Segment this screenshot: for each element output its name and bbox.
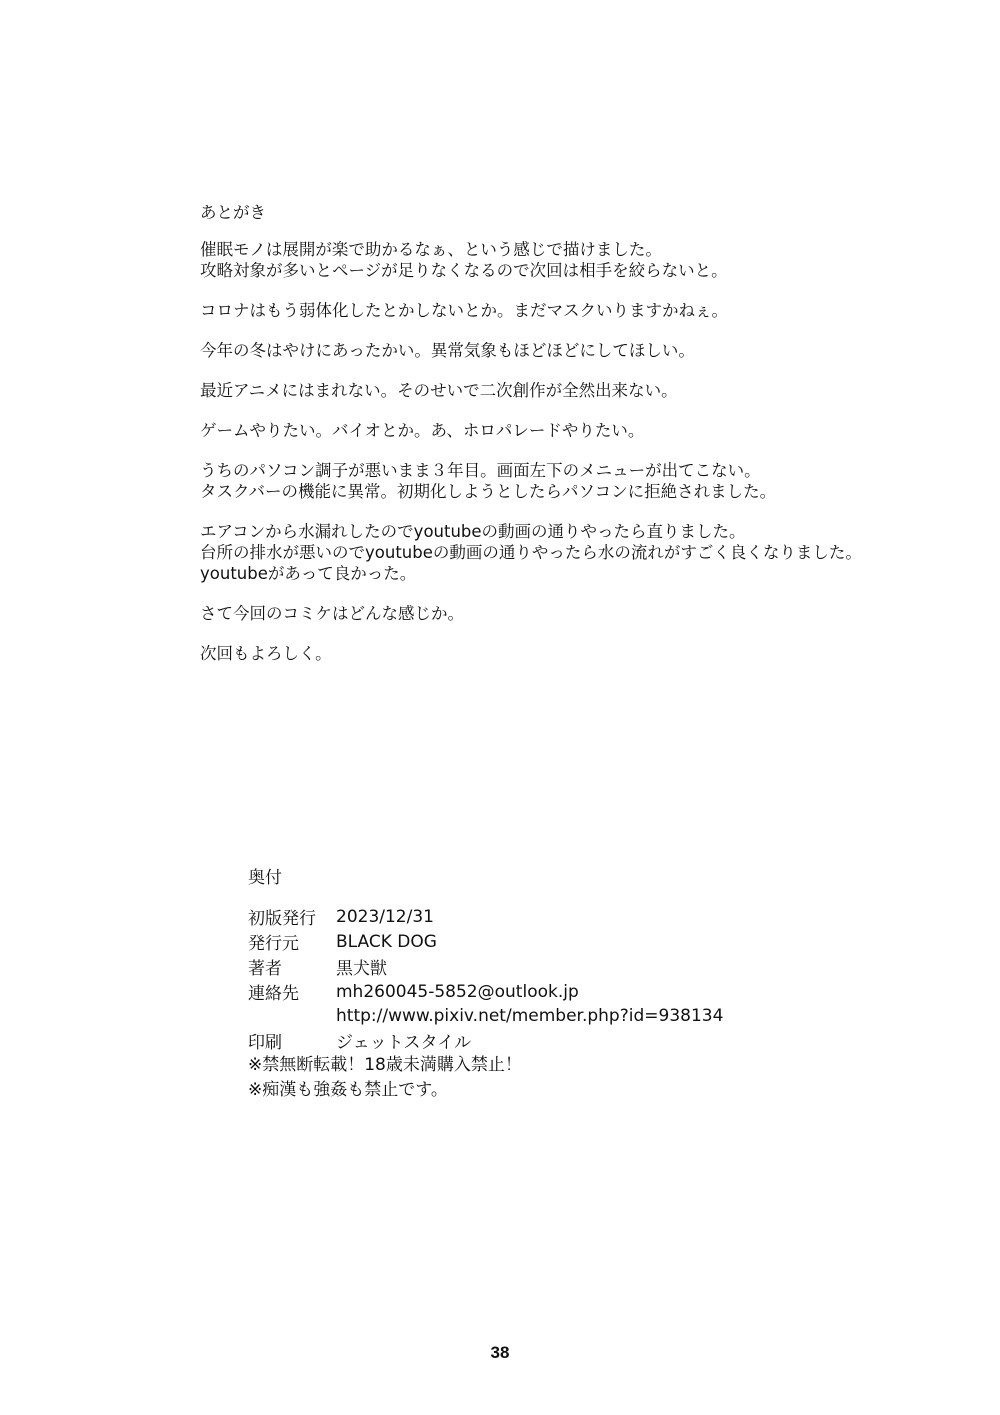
colophon-row — [248, 1004, 723, 1028]
colophon-label: 発行元 — [248, 934, 299, 954]
colophon-notes — [248, 1053, 848, 1102]
afterword-line: タスクバーの機能に異常。初期化しようとしたらパソコンに拒絶されました。 — [200, 482, 777, 501]
afterword-line: youtubeがあって良かった。 — [200, 564, 417, 583]
colophon-value: 黒犬獣 — [336, 959, 387, 979]
colophon-value: ジェットスタイル — [336, 1033, 472, 1054]
afterword-line: エアコンから水漏れしたのでyoutubeの動画の通りやったら直りました。 — [200, 522, 746, 541]
afterword-line: 次回もよろしく。 — [200, 644, 332, 663]
afterword-heading: あとがき — [200, 203, 266, 222]
afterword-line: さて今回のコミケはどんな感じか。 — [200, 604, 464, 623]
afterword-paragraph — [200, 340, 960, 361]
afterword-paragraph — [200, 603, 960, 624]
colophon-row — [248, 954, 723, 979]
colophon-note: ※禁無断転載！18歳未満購入禁止！ — [248, 1055, 522, 1076]
afterword-paragraph — [200, 300, 960, 321]
colophon-title: 奥付 — [248, 868, 282, 888]
colophon-note: ※痴漢も強姦も禁止です。 — [248, 1079, 448, 1100]
afterword-paragraph — [200, 643, 960, 664]
afterword-line: コロナはもう弱体化したとかしないとか。まだマスクいりますかねぇ。 — [200, 301, 728, 320]
afterword-section — [200, 202, 960, 683]
colophon-label: 印刷 — [248, 1033, 282, 1054]
colophon-label — [248, 1004, 336, 1028]
afterword-paragraph — [200, 521, 960, 584]
afterword-body — [200, 239, 960, 664]
colophon-value: http://www.pixiv.net/member.php?id=938134 — [336, 1006, 724, 1027]
colophon-row — [248, 904, 723, 929]
colophon-row — [248, 979, 723, 1004]
colophon-value: 2023/12/31 — [336, 906, 434, 927]
colophon-section — [248, 866, 848, 1102]
colophon-value: mh260045-5852@outlook.jp — [336, 981, 579, 1002]
afterword-line: 攻略対象が多いとページが足りなくなるので次回は相手を絞らないと。 — [200, 261, 728, 280]
colophon-value: BLACK DOG — [336, 931, 437, 952]
afterword-paragraph — [200, 460, 960, 502]
afterword-line: 最近アニメにはまれない。そのせいで二次創作が全然出来ない。 — [200, 381, 678, 400]
afterword-paragraph — [200, 420, 960, 441]
afterword-line: 催眠モノは展開が楽で助かるなぁ、という感じで描けました。 — [200, 240, 662, 259]
colophon-label: 初版発行 — [248, 909, 316, 929]
colophon-row — [248, 929, 723, 954]
afterword-line: うちのパソコン調子が悪いまま３年目。画面左下のメニューが出てこない。 — [200, 461, 761, 480]
colophon-label: 連絡先 — [248, 984, 299, 1004]
afterword-paragraph — [200, 239, 960, 281]
page-number: 38 — [490, 1343, 510, 1362]
afterword-paragraph — [200, 380, 960, 401]
colophon-table — [248, 904, 723, 1053]
colophon-row — [248, 1028, 723, 1053]
afterword-line: ゲームやりたい。バイオとか。あ、ホロパレードやりたい。 — [200, 421, 645, 440]
afterword-line: 台所の排水が悪いのでyoutubeの動画の通りやったら水の流れがすごく良くなりました。 — [200, 543, 862, 562]
afterword-line: 今年の冬はやけにあったかい。異常気象もほどほどにしてほしい。 — [200, 341, 695, 360]
colophon-label: 著者 — [248, 959, 282, 979]
